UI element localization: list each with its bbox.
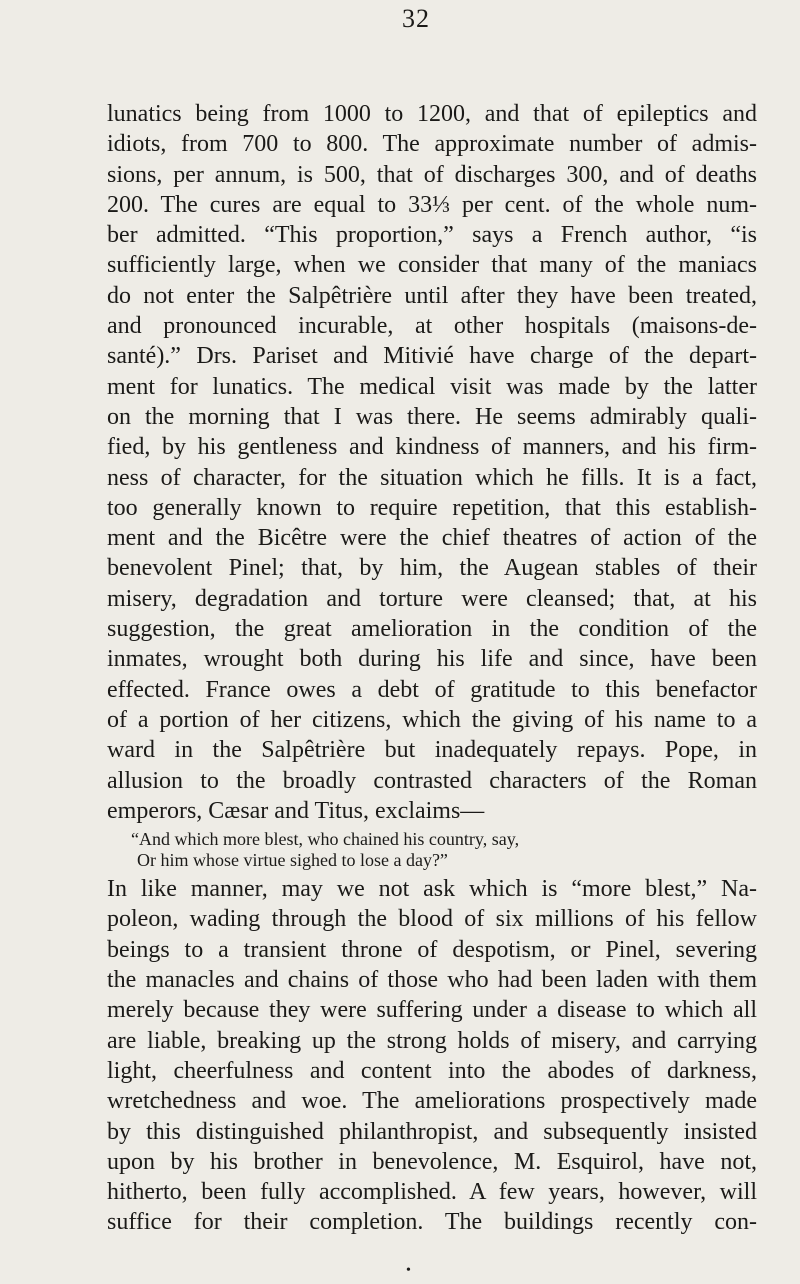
text-line: beings to a transient throne of despotism, or Pinel, severing <box>107 936 757 963</box>
stray-mark: • <box>406 1263 411 1278</box>
text-line: inmates, wrought both during his life and since, have been <box>107 646 757 673</box>
text-line: idiots, from 700 to 800. The approximate number of admis- <box>107 131 757 158</box>
text-line: too generally known to require repetition, that this establish- <box>107 494 757 521</box>
text-line: ward in the Salpêtrière but inadequately repays. Pope, in <box>107 737 757 764</box>
page-number: 32 <box>402 4 430 33</box>
text-line: santé).” Drs. Pariset and Mitivié have charge of the depart- <box>107 343 757 370</box>
text-line: do not enter the Salpêtrière until after they have been treated, <box>107 282 757 309</box>
text-line: emperors, Cæsar and Titus, exclaims— <box>107 797 485 824</box>
text-line: benevolent Pinel; that, by him, the Augean stables of their <box>107 555 757 582</box>
text-line: poleon, wading through the blood of six millions of his fellow <box>107 906 757 933</box>
text-line: ment and the Bicêtre were the chief theatres of action of the <box>107 525 757 552</box>
text-line: suggestion, the great amelioration in the condition of the <box>107 616 757 643</box>
verse-line: Or him whose virtue sighed to lose a day?” <box>137 850 448 871</box>
text-line: sufficiently large, when we consider that many of the maniacs <box>107 252 757 279</box>
text-line: ber admitted. “This proportion,” says a French author, “is <box>107 222 757 249</box>
text-line: sions, per annum, is 500, that of discharges 300, and of deaths <box>107 161 757 188</box>
body-text <box>107 99 757 1238</box>
text-line: effected. France owes a debt of gratitude to this benefactor <box>107 676 757 703</box>
text-line: light, cheerfulness and content into the abodes of darkness, <box>107 1057 757 1084</box>
verse-line: “And which more blest, who chained his country, say, <box>131 829 520 850</box>
text-line: wretchedness and woe. The ameliorations prospectively made <box>107 1088 757 1115</box>
text-line: upon by his brother in benevolence, M. Esquirol, have not, <box>107 1148 757 1175</box>
text-line: and pronounced incurable, at other hospitals (maisons-de- <box>107 313 757 340</box>
text-line: ness of character, for the situation which he fills. It is a fact, <box>107 464 757 491</box>
text-line: of a portion of her citizens, which the giving of his name to a <box>107 706 757 733</box>
text-line: In like manner, may we not ask which is “more blest,” Na- <box>107 876 757 903</box>
text-line: fied, by his gentleness and kindness of manners, and his firm- <box>107 434 757 461</box>
text-line: the manacles and chains of those who had been laden with them <box>107 967 757 994</box>
text-line: lunatics being from 1000 to 1200, and that of epileptics and <box>107 101 757 127</box>
text-line: on the morning that I was there. He seems admirably quali- <box>107 403 757 430</box>
text-line: 200. The cures are equal to 33⅓ per cent. of the whole num- <box>107 191 757 218</box>
text-line: misery, degradation and torture were cleansed; that, at his <box>107 585 757 612</box>
text-line: suffice for their completion. The buildings recently con- <box>107 1209 757 1236</box>
text-line: merely because they were suffering under a disease to which all <box>107 997 757 1024</box>
text-line: by this distinguished philanthropist, and subsequently insisted <box>107 1118 757 1145</box>
text-line: are liable, breaking up the strong holds of misery, and carrying <box>107 1027 757 1054</box>
text-line: ment for lunatics. The medical visit was made by the latter <box>107 373 757 400</box>
text-line: allusion to the broadly contrasted characters of the Roman <box>107 767 757 794</box>
text-line: hitherto, been fully accomplished. A few years, however, will <box>107 1179 757 1206</box>
